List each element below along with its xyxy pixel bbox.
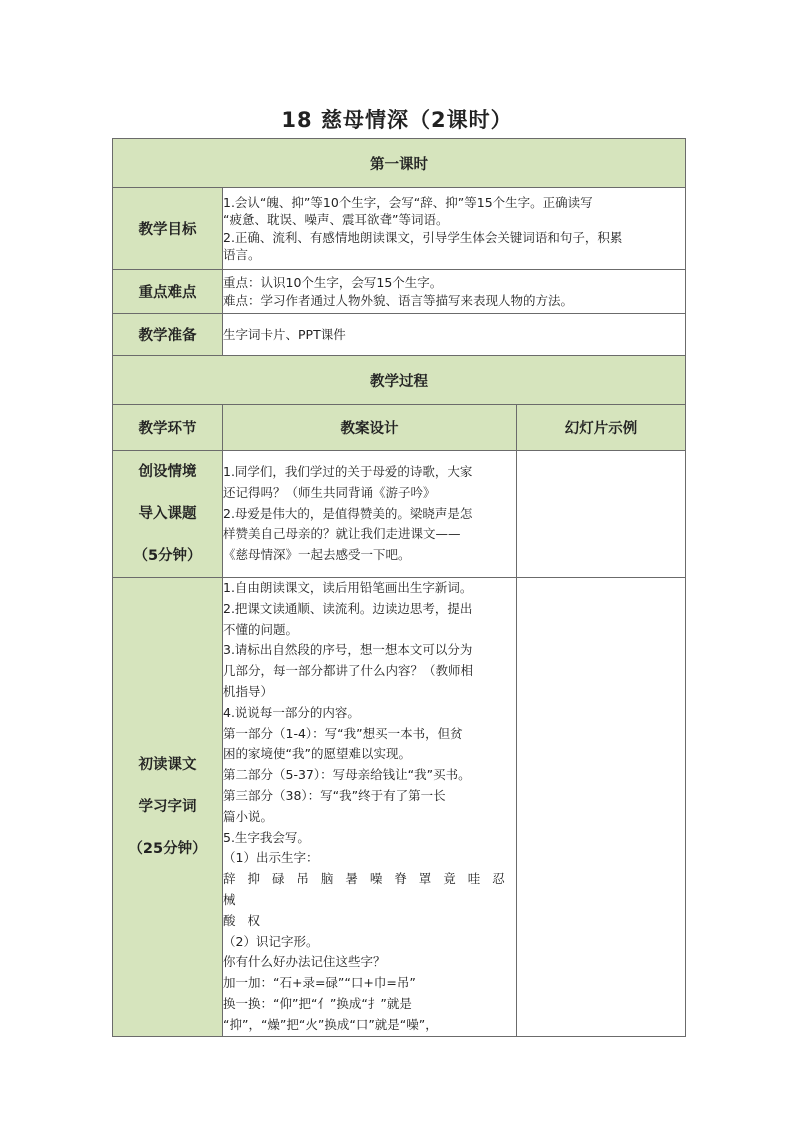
column-header-row: [113, 405, 686, 451]
step2-line: 篇小说。: [223, 808, 274, 824]
key-points-label: 重点难点: [113, 270, 223, 314]
step2-line: 几部分，每一部分都讲了什么内容？（教师相: [223, 663, 474, 679]
step1-line: 还记得吗？（师生共同背诵《游子吟》: [223, 484, 436, 500]
step2-line: （1）出示生字：: [223, 850, 319, 866]
step1-label-line: 创设情境: [138, 464, 197, 480]
key-points-line: 难点：学习作者通过人物外貌、语言等描写来表现人物的方法。: [223, 292, 574, 308]
step2-line: （2）识记字形。: [223, 933, 319, 949]
step1-row: [113, 451, 686, 578]
new-characters-line: 酸 权: [223, 912, 264, 928]
step2-line: 换一换：“仰”把“亻”换成“扌”就是: [223, 995, 412, 1011]
step1-line: 《慈母情深》一起去感受一下吧。: [223, 547, 411, 563]
step2-line: 2.把课文读通顺、读流利。边读边思考，提出: [223, 600, 473, 616]
step2-line: 困的家境使“我”的愿望难以实现。: [223, 746, 411, 762]
step-column-header: 教学环节: [113, 405, 223, 451]
preparation-label: 教学准备: [113, 314, 223, 356]
step2-line: 5.生字我会写。: [223, 829, 310, 845]
key-points-line: 重点：认识10个生字，会写15个生字。: [223, 275, 443, 290]
objectives-line: 1.会认“魄、抑”等10个生字，会写“辞、抑”等15个生字。正确读写: [223, 194, 593, 210]
step2-line: 第三部分（38）：写“我”终于有了第一长: [223, 787, 446, 803]
step2-line: 加一加：“石+录=碌”“口+巾=吊”: [223, 975, 416, 991]
objectives-line: 2.正确、流利、有感情地朗读课文，引导学生体会关键词语和句子，积累: [223, 229, 623, 245]
step2-line: 你有什么好办法记住这些字？: [223, 954, 386, 970]
step1-slides: [517, 451, 686, 578]
step2-line: “抑”，“燥”把“火”换成“口”就是“噪”，: [223, 1016, 438, 1032]
preparation-content: 生字词卡片、PPT课件: [223, 314, 686, 356]
objectives-line: “疲惫、耽误、噪声、震耳欲聋”等词语。: [223, 212, 449, 227]
key-points-content: [223, 270, 686, 314]
process-row: [113, 356, 686, 405]
step2-line: 4.说说每一部分的内容。: [223, 704, 360, 720]
step1-line: 1.同学们，我们学过的关于母爱的诗歌，大家: [223, 464, 473, 479]
step1-content: [223, 451, 517, 578]
step2-content: [223, 578, 517, 1037]
step2-line: 机指导）: [223, 683, 274, 699]
step2-label-line: 学习字词: [138, 798, 197, 815]
process-header: 教学过程: [113, 356, 686, 405]
objectives-content: [223, 188, 686, 270]
step2-line: 第二部分（5-37）：写母亲给钱让“我”买书。: [223, 767, 471, 783]
step2-label-line: （25分钟）: [128, 840, 207, 857]
step2-line: 不懂的问题。: [223, 621, 299, 637]
step1-label-line: （5分钟）: [133, 548, 202, 564]
step1-line: 样赞美自己母亲的？就让我们走进课文——: [223, 526, 461, 542]
design-column-header: 教案设计: [223, 405, 517, 451]
first-lesson-header: 第一课时: [113, 139, 686, 188]
new-characters-line: 辞 抑 碌 吊 脑 暑 噪 脊 罩 竟 哇 忍 械: [223, 871, 509, 907]
objectives-label: 教学目标: [113, 188, 223, 270]
objectives-line: 语言。: [223, 247, 261, 262]
step1-label-line: 导入课题: [138, 506, 197, 522]
step2-label: [113, 578, 223, 1037]
step2-line: 1.自由朗读课文，读后用铅笔画出生字新词。: [223, 580, 473, 595]
objectives-row: [113, 188, 686, 270]
step1-label: [113, 451, 223, 578]
step2-slides: [517, 578, 686, 1037]
step2-line: 第一部分（1-4）：写“我”想买一本书，但贫: [223, 725, 463, 741]
step2-label-line: 初读课文: [138, 756, 197, 773]
page-title: 18 慈母情深（2课时）: [281, 108, 513, 132]
step1-line: 2.母爱是伟大的，是值得赞美的。梁晓声是怎: [223, 505, 473, 521]
step2-row: [113, 578, 686, 1037]
lesson-plan-table: [112, 138, 686, 1037]
step2-line: 3.请标出自然段的序号，想一想本文可以分为: [223, 642, 473, 658]
first-lesson-row: [113, 139, 686, 188]
preparation-row: [113, 314, 686, 356]
key-points-row: [113, 270, 686, 314]
slides-column-header: 幻灯片示例: [517, 405, 686, 451]
